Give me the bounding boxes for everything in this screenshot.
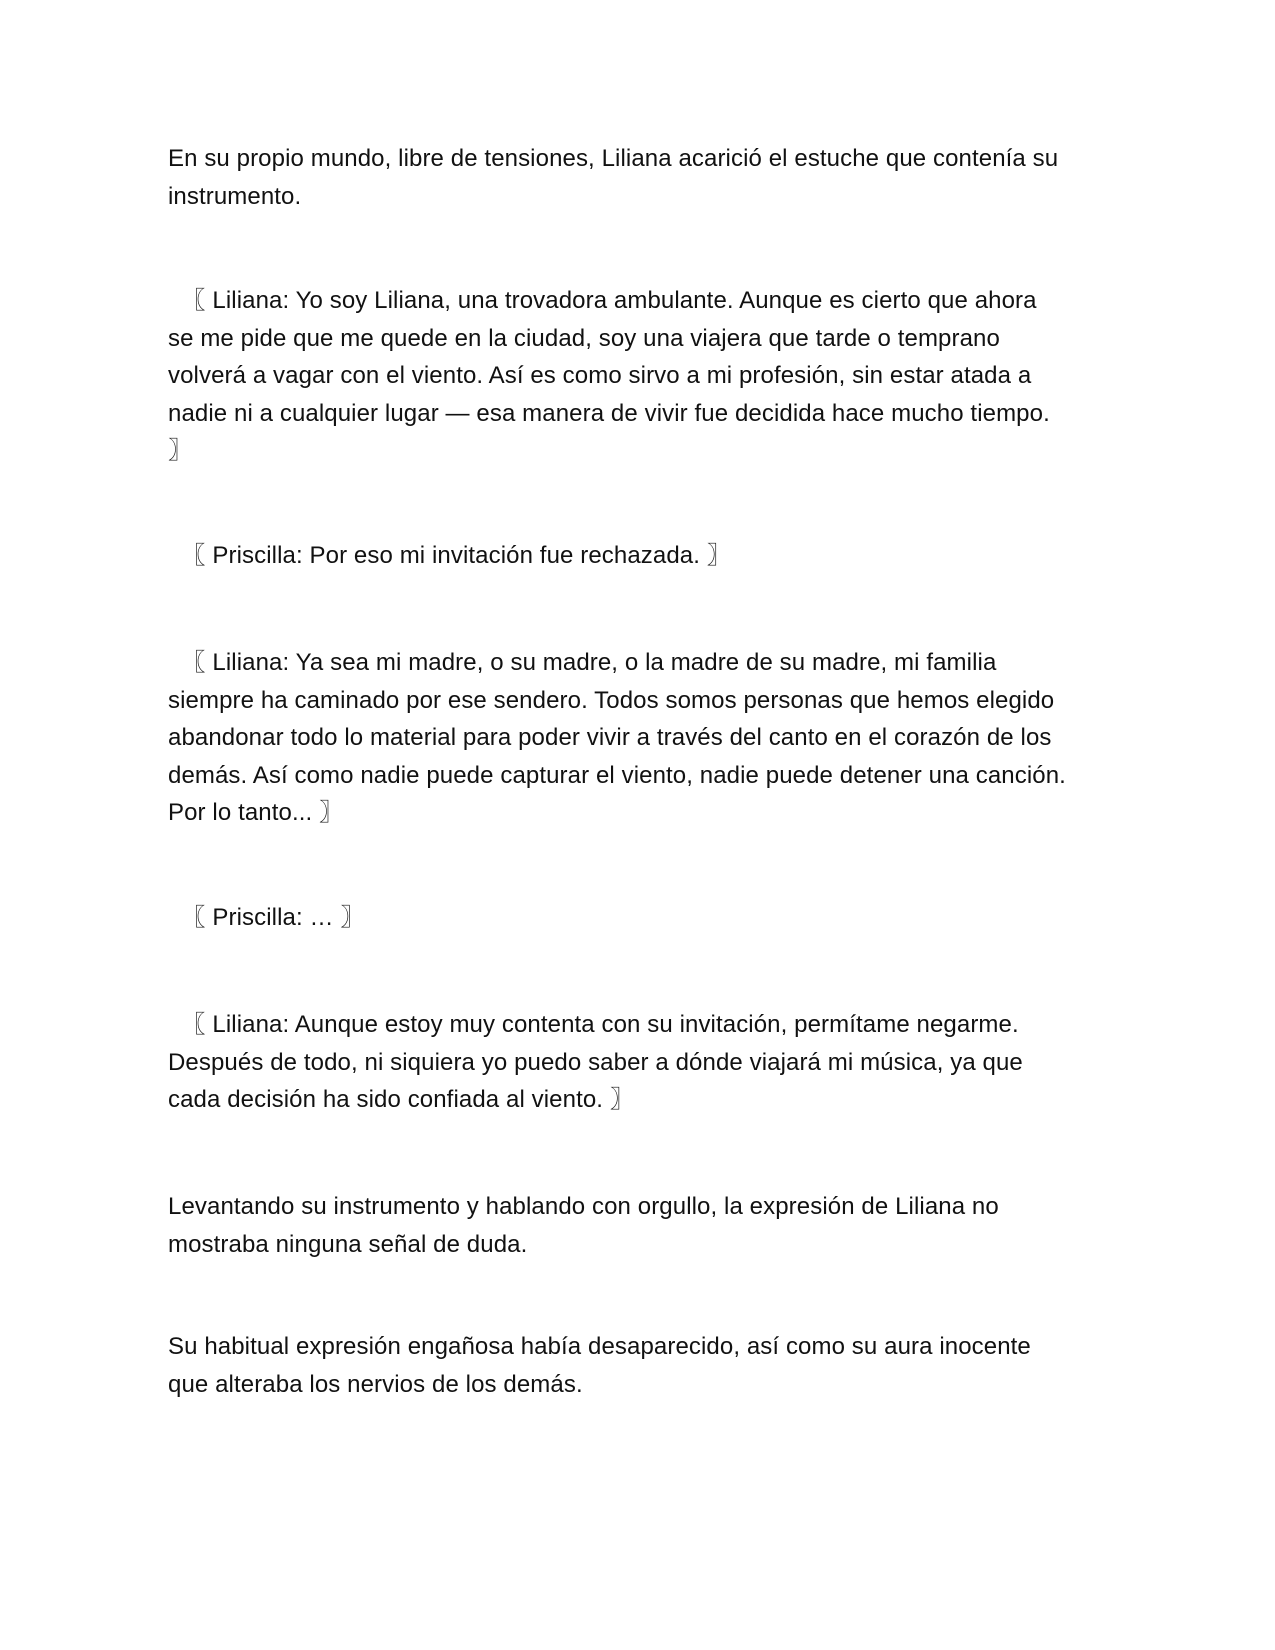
dialogue-liliana: 〖 Liliana: Yo soy Liliana, una trovadora ambulante. Aunque es cierto que ahora se me pide que me quede en la ciudad, soy una viajera que tarde o temprano volverá a vagar con el viento. Así es como sirvo a mi profesión, sin estar atada a nadie ni a cualquier lugar — esa manera de vivir fue decidida hace mucho tiempo. 〗	[168, 287, 1050, 464]
dialogue-priscilla: 〖 Priscilla: Por eso mi invitación fue rechazada. 〗	[168, 542, 731, 569]
narration-paragraph: En su propio mundo, libre de tensiones, Liliana acarició el estuche que contenía su instrumento.	[168, 145, 1059, 210]
narration-paragraph: Levantando su instrumento y hablando con orgullo, la expresión de Liliana no mostraba ninguna señal de duda.	[168, 1193, 999, 1258]
dialogue-priscilla: 〖 Priscilla: … 〗	[168, 904, 365, 931]
dialogue-liliana: 〖 Liliana: Aunque estoy muy contenta con su invitación, permítame negarme. Después de todo, ni siquiera yo puedo saber a dónde viajará mi música, ya que cada decisión ha sido confiada al viento. 〗	[168, 1011, 1023, 1113]
dialogue-liliana: 〖 Liliana: Ya sea mi madre, o su madre, o la madre de su madre, mi familia siempre ha caminado por ese sendero. Todos somos personas que hemos elegido abandonar todo lo material para poder vivir a través del canto en el corazón de los demás. Así como nadie puede capturar el viento, nadie puede detener una canción. Por lo tanto... 〗	[168, 649, 1066, 826]
narration-paragraph: Su habitual expresión engañosa había desaparecido, así como su aura inocente que alteraba los nervios de los demás.	[168, 1333, 1031, 1398]
